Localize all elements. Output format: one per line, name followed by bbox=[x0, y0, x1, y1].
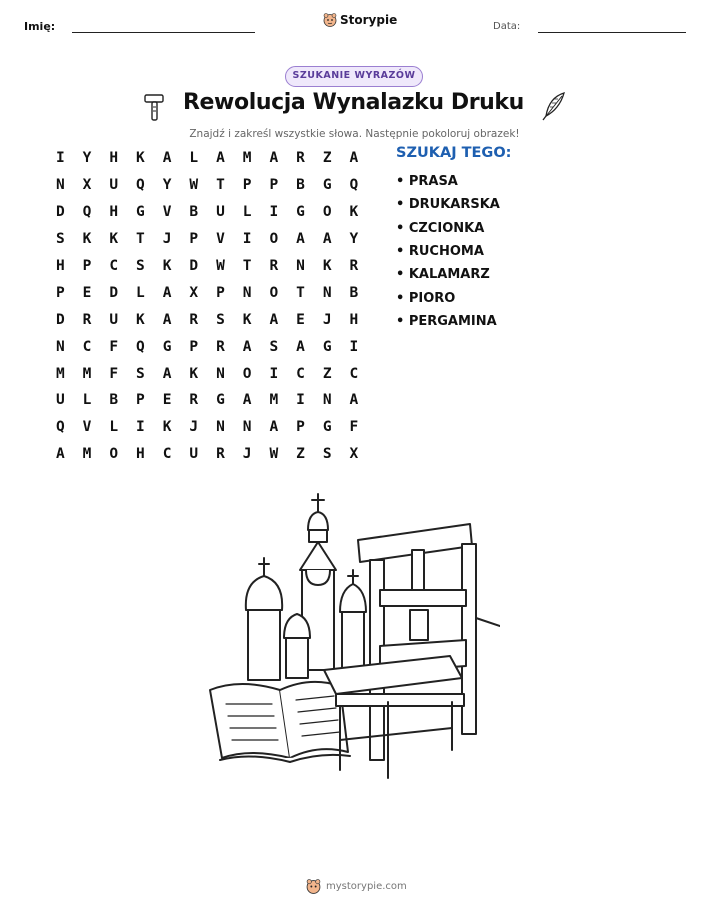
grid-letter[interactable]: N bbox=[322, 392, 332, 409]
grid-letter[interactable]: A bbox=[296, 338, 305, 355]
grid-letter[interactable]: C bbox=[82, 338, 92, 355]
grid-row bbox=[47, 279, 367, 306]
grid-letter[interactable]: H bbox=[349, 311, 359, 328]
grid-letter[interactable]: D bbox=[109, 284, 119, 301]
grid-letter[interactable]: D bbox=[55, 311, 65, 328]
activity-badge: SZUKANIE WYRAZÓW bbox=[285, 66, 423, 87]
grid-letter[interactable]: N bbox=[296, 258, 305, 274]
grid-letter[interactable]: R bbox=[349, 258, 359, 274]
grid-letter[interactable]: W bbox=[216, 258, 225, 274]
grid-letter[interactable]: T bbox=[216, 177, 225, 194]
grid-letter[interactable]: L bbox=[189, 150, 199, 167]
grid-letter[interactable]: Y bbox=[349, 231, 359, 248]
grid-letter[interactable]: J bbox=[162, 231, 172, 248]
grid-letter[interactable]: H bbox=[136, 446, 145, 463]
storypie-mascot-icon bbox=[306, 879, 321, 894]
grid-letter[interactable]: S bbox=[216, 311, 225, 328]
grid-letter[interactable]: J bbox=[242, 446, 252, 463]
word-list-item: • DRUKARSKA bbox=[396, 193, 500, 216]
grid-row bbox=[47, 145, 367, 172]
grid-letter[interactable]: A bbox=[216, 150, 225, 167]
instructions: Znajdź i zakreśl wszystkie słowa. Następnie pokoloruj obrazek! bbox=[189, 128, 520, 140]
grid-row bbox=[47, 226, 367, 253]
grid-letter[interactable]: L bbox=[136, 284, 145, 301]
grid-letter[interactable]: P bbox=[189, 231, 199, 248]
grid-letter[interactable]: P bbox=[136, 392, 145, 409]
grid-letter[interactable]: T bbox=[136, 231, 145, 248]
grid-letter[interactable]: E bbox=[296, 311, 305, 328]
grid-letter[interactable]: R bbox=[189, 392, 199, 409]
grid-row bbox=[47, 414, 367, 441]
storypie-mascot-icon bbox=[323, 13, 337, 27]
grid-row bbox=[47, 360, 367, 387]
word-list-item: • PIORO bbox=[396, 286, 500, 309]
grid-letter[interactable]: U bbox=[55, 392, 65, 409]
grid-letter[interactable]: A bbox=[162, 311, 172, 328]
grid-letter[interactable]: P bbox=[82, 258, 92, 274]
hammer-icon bbox=[142, 92, 168, 122]
grid-letter[interactable]: N bbox=[55, 338, 65, 355]
grid-letter[interactable]: P bbox=[216, 284, 225, 301]
grid-letter[interactable]: A bbox=[242, 338, 252, 355]
grid-letter[interactable]: F bbox=[349, 419, 359, 436]
word-list bbox=[396, 170, 500, 333]
grid-letter[interactable]: R bbox=[216, 338, 225, 355]
grid-letter[interactable]: N bbox=[55, 177, 65, 194]
grid-letter[interactable]: M bbox=[55, 365, 65, 382]
quill-icon bbox=[540, 90, 568, 122]
grid-letter[interactable]: I bbox=[55, 150, 65, 167]
grid-letter[interactable]: A bbox=[269, 311, 279, 328]
grid-letter[interactable]: Q bbox=[136, 177, 145, 194]
grid-letter[interactable]: S bbox=[269, 338, 279, 355]
grid-letter[interactable]: I bbox=[242, 231, 252, 248]
grid-letter[interactable]: M bbox=[82, 446, 92, 463]
grid-letter[interactable]: O bbox=[269, 284, 279, 301]
grid-letter[interactable]: M bbox=[269, 392, 279, 409]
grid-letter[interactable]: P bbox=[55, 284, 65, 301]
grid-letter[interactable]: N bbox=[242, 419, 252, 436]
grid-letter[interactable]: P bbox=[269, 177, 279, 194]
grid-letter[interactable]: I bbox=[269, 204, 279, 221]
grid-letter[interactable]: G bbox=[162, 338, 172, 355]
grid-letter[interactable]: R bbox=[269, 258, 279, 274]
grid-letter[interactable]: V bbox=[82, 419, 92, 436]
name-label: Imię: bbox=[24, 20, 56, 33]
grid-letter[interactable]: E bbox=[162, 392, 172, 409]
grid-letter[interactable]: U bbox=[216, 204, 225, 221]
grid-letter[interactable]: S bbox=[55, 231, 65, 248]
grid-letter[interactable]: O bbox=[322, 204, 332, 221]
grid-letter[interactable]: Z bbox=[322, 365, 332, 382]
grid-letter[interactable]: P bbox=[296, 419, 305, 436]
grid-letter[interactable]: G bbox=[322, 177, 332, 194]
grid-letter[interactable]: L bbox=[82, 392, 92, 409]
date-label: Data: bbox=[493, 21, 521, 32]
grid-letter[interactable]: K bbox=[242, 311, 252, 328]
grid-row bbox=[47, 253, 367, 280]
name-line[interactable] bbox=[72, 32, 255, 33]
grid-letter[interactable]: K bbox=[136, 150, 145, 167]
grid-letter[interactable]: M bbox=[242, 150, 252, 167]
grid-letter[interactable]: K bbox=[322, 258, 332, 274]
grid-letter[interactable]: K bbox=[82, 231, 92, 248]
grid-letter[interactable]: K bbox=[136, 311, 145, 328]
grid-letter[interactable]: B bbox=[296, 177, 305, 194]
grid-letter[interactable]: N bbox=[216, 365, 225, 382]
grid-letter[interactable]: G bbox=[216, 392, 225, 409]
grid-letter[interactable]: K bbox=[189, 365, 199, 382]
grid-letter[interactable]: S bbox=[322, 446, 332, 463]
grid-letter[interactable]: Q bbox=[82, 204, 92, 221]
grid-letter[interactable]: Y bbox=[82, 150, 92, 167]
grid-letter[interactable]: A bbox=[296, 231, 305, 248]
grid-letter[interactable]: A bbox=[322, 231, 332, 248]
grid-letter[interactable]: U bbox=[109, 177, 119, 194]
grid-letter[interactable]: C bbox=[109, 258, 119, 274]
grid-letter[interactable]: B bbox=[349, 284, 359, 301]
word-list-item: • CZCIONKA bbox=[396, 217, 500, 240]
grid-letter[interactable]: Q bbox=[136, 338, 145, 355]
grid-letter[interactable]: Z bbox=[296, 446, 305, 463]
grid-letter[interactable]: H bbox=[109, 204, 119, 221]
footer bbox=[306, 879, 407, 894]
grid-letter[interactable]: G bbox=[322, 338, 332, 355]
grid-row bbox=[47, 199, 367, 226]
grid-letter[interactable]: A bbox=[269, 419, 279, 436]
date-line[interactable] bbox=[538, 32, 686, 33]
grid-letter[interactable]: A bbox=[242, 392, 252, 409]
printing-press-illustration bbox=[200, 490, 500, 782]
grid-letter[interactable]: W bbox=[269, 446, 279, 463]
grid-letter[interactable]: D bbox=[55, 204, 65, 221]
grid-letter[interactable]: X bbox=[82, 177, 92, 194]
grid-letter[interactable]: L bbox=[242, 204, 252, 221]
grid-letter[interactable]: Y bbox=[162, 177, 172, 194]
grid-letter[interactable]: N bbox=[322, 284, 332, 301]
grid-letter[interactable]: D bbox=[189, 258, 199, 274]
grid-letter[interactable]: O bbox=[109, 446, 119, 463]
grid-letter[interactable]: B bbox=[189, 204, 199, 221]
grid-letter[interactable]: G bbox=[296, 204, 305, 221]
grid-letter[interactable]: R bbox=[189, 311, 199, 328]
grid-letter[interactable]: C bbox=[162, 446, 172, 463]
grid-letter[interactable]: T bbox=[242, 258, 252, 274]
grid-letter[interactable]: X bbox=[189, 284, 199, 301]
grid-letter[interactable]: R bbox=[296, 150, 305, 167]
grid-letter[interactable]: G bbox=[136, 204, 145, 221]
grid-letter[interactable]: B bbox=[109, 392, 119, 409]
grid-letter[interactable]: N bbox=[216, 419, 225, 436]
footer-url[interactable]: mystorypie.com bbox=[326, 881, 407, 892]
grid-letter[interactable]: R bbox=[216, 446, 225, 463]
grid-letter[interactable]: A bbox=[269, 150, 279, 167]
brand-logo bbox=[323, 13, 397, 27]
word-list-item: • PERGAMINA bbox=[396, 310, 500, 333]
grid-letter[interactable]: Z bbox=[322, 150, 332, 167]
grid-letter[interactable]: S bbox=[136, 258, 145, 274]
word-list-item: • PRASA bbox=[396, 170, 500, 193]
grid-letter[interactable]: V bbox=[216, 231, 225, 248]
grid-letter[interactable]: I bbox=[136, 419, 145, 436]
grid-letter[interactable]: A bbox=[349, 392, 359, 409]
grid-letter[interactable]: S bbox=[136, 365, 145, 382]
grid-letter[interactable]: W bbox=[189, 177, 199, 194]
grid-letter[interactable]: P bbox=[242, 177, 252, 194]
grid-letter[interactable]: C bbox=[296, 365, 305, 382]
grid-letter[interactable]: O bbox=[242, 365, 252, 382]
grid-letter[interactable]: F bbox=[109, 365, 119, 382]
grid-letter[interactable]: A bbox=[162, 150, 172, 167]
grid-letter[interactable]: U bbox=[189, 446, 199, 463]
grid-letter[interactable]: A bbox=[162, 284, 172, 301]
grid-letter[interactable]: L bbox=[109, 419, 119, 436]
word-list-title: SZUKAJ TEGO: bbox=[396, 145, 512, 161]
grid-letter[interactable]: K bbox=[162, 258, 172, 274]
grid-letter[interactable]: K bbox=[109, 231, 119, 248]
grid-letter[interactable]: V bbox=[162, 204, 172, 221]
grid-letter[interactable]: A bbox=[349, 150, 359, 167]
grid-row bbox=[47, 306, 367, 333]
grid-letter[interactable]: A bbox=[162, 365, 172, 382]
grid-letter[interactable]: N bbox=[242, 284, 252, 301]
grid-row bbox=[47, 172, 367, 199]
word-search-grid[interactable] bbox=[47, 145, 367, 468]
grid-row bbox=[47, 333, 367, 360]
grid-letter[interactable]: M bbox=[82, 365, 92, 382]
grid-letter[interactable]: R bbox=[82, 311, 92, 328]
grid-letter[interactable]: P bbox=[189, 338, 199, 355]
grid-letter[interactable]: C bbox=[349, 365, 359, 382]
brand-name: Storypie bbox=[340, 13, 398, 27]
grid-letter[interactable]: I bbox=[269, 365, 279, 382]
word-list-item: • RUCHOMA bbox=[396, 240, 500, 263]
grid-letter[interactable]: E bbox=[82, 284, 92, 301]
word-list-item: • KALAMARZ bbox=[396, 263, 500, 286]
grid-letter[interactable]: K bbox=[162, 419, 172, 436]
grid-letter[interactable]: F bbox=[109, 338, 119, 355]
grid-letter[interactable]: H bbox=[109, 150, 119, 167]
page-title: Rewolucja Wynalazku Druku bbox=[183, 90, 524, 115]
grid-letter[interactable]: G bbox=[322, 419, 332, 436]
grid-letter[interactable]: J bbox=[322, 311, 332, 328]
grid-letter[interactable]: A bbox=[55, 446, 65, 463]
grid-letter[interactable]: Q bbox=[349, 177, 359, 194]
grid-letter[interactable]: I bbox=[296, 392, 305, 409]
grid-letter[interactable]: Q bbox=[55, 419, 65, 436]
grid-letter[interactable]: T bbox=[296, 284, 305, 301]
grid-letter[interactable]: J bbox=[189, 419, 199, 436]
grid-letter[interactable]: U bbox=[109, 311, 119, 328]
grid-row bbox=[47, 441, 367, 468]
grid-letter[interactable]: K bbox=[349, 204, 359, 221]
grid-letter[interactable]: I bbox=[349, 338, 359, 355]
grid-letter[interactable]: O bbox=[269, 231, 279, 248]
grid-row bbox=[47, 387, 367, 414]
grid-letter[interactable]: H bbox=[55, 258, 65, 274]
grid-letter[interactable]: X bbox=[349, 446, 359, 463]
